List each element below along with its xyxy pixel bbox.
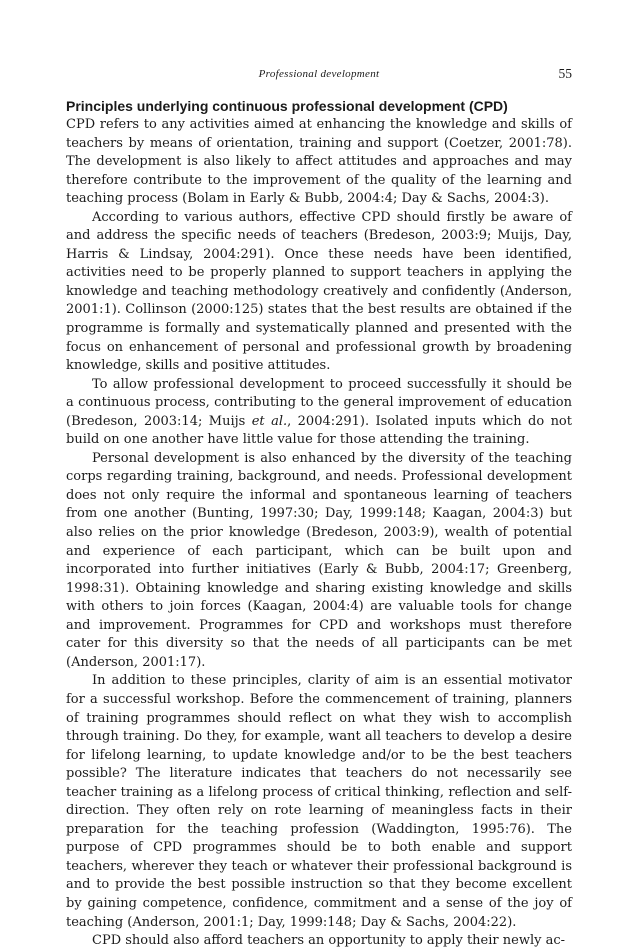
section-heading: Principles underlying continuous professional development (CPD) [66, 98, 508, 114]
paragraph: CPD refers to any activities aimed at enhancing the knowledge and skills of teachers by means of orientation, training and support (Coetzer, 2001:78). The development is also likely to affect attitudes and approaches and may therefore contribute to the improvement of the quality of the learning and teaching process (Bolam in Early & Bubb, 2004:4; Day & Sachs, 2004:3). [66, 117, 572, 207]
page-body [66, 97, 572, 951]
running-title: Professional development [258, 68, 380, 80]
paragraph: In addition to these principles, clarity of aim is an essential motivator for a successful workshop. Before the commencement of training, planners of training programmes should reflect on what they wish to accomplish through training. Do they, for example, want all teachers to develop a desire for lifelong learning, to update knowledge and/or to be the best teachers possible? The literature indicates that teachers do not necessarily see teacher training as a lifelong process of critical thinking, reflection and self-direction. They often rely on rote learning of meaningless facts in their preparation for the teaching profession (Waddington, 1995:76). The purpose of CPD programmes should be to both enable and support teachers, wherever they teach or whatever their professional background is and to provide the best possible instruction so that they become excellent by gaining competence, confidence, commitment and a sense of the joy of teaching (Anderson, 2001:1; Day, 1999:148; Day & Sachs, 2004:22). [66, 673, 572, 930]
paragraph: Personal development is also enhanced by the diversity of the teaching corps regarding training, background, and needs. Professional development does not only require the informal and spontaneous learning of teachers from one another (Bunting, 1997:30; Day, 1999:148; Kaagan, 2004:3) but also relies on the prior knowledge (Bredeson, 2003:9), wealth of potential and experience of each participant, which can be built upon and incorporated into further initiatives (Early & Bubb, 2004:17; Greenberg, 1998:31). Obtaining knowledge and sharing existing knowledge and skills with others to join forces (Kaagan, 2004:4) are valuable tools for change and improvement. Programmes for CPD and workshops must therefore cater for this diversity so that the needs of all participants can be met (Anderson, 2001:17). [66, 450, 572, 670]
paragraph: CPD should also afford teachers an opportunity to apply their newly ac- [92, 933, 566, 949]
paragraph: According to various authors, effective CPD should firstly be aware of and address the specific needs of teachers (Bredeson, 2003:9; Muijs, Day, Harris & Lindsay, 2004:291). Once these needs have been identified, activities need to be properly planned to support teachers in applying the knowledge and teaching methodology creatively and confidently (Anderson, 2001:1). Collinson (2000:125) states that the best results are obtained if the programme is formally and systematically planned and presented with the focus on enhancement of personal and professional growth by broadening knowledge, skills and positive attitudes. [66, 209, 572, 374]
paragraph: To allow professional development to proceed successfully it should be a continuous process, contributing to the general improvement of education (Bredeson, 2003:14; Muijs et al., 2004:291). Isolated inputs which do not build on one another have little value for those attending the training. [66, 376, 572, 448]
et-al-italic: et al. [251, 413, 288, 429]
running-head [66, 66, 572, 84]
page-number: 55 [558, 66, 572, 81]
